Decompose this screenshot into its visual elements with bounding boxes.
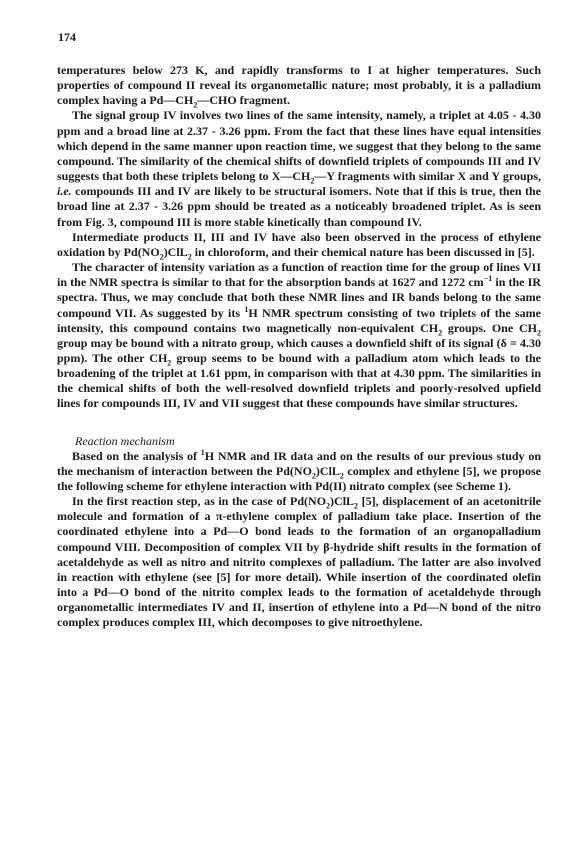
paragraph-text: −1 — [483, 274, 493, 284]
paragraph-text: 2 — [187, 252, 192, 262]
paragraph-text: The character of intensity variation as a function of reaction time for the group of lines VII in the NMR spectra is similar to that for the absorption bands at 1627 and 1272 cm — [57, 260, 541, 290]
paragraph-text: 2 — [193, 100, 198, 110]
paragraph-text: 2 — [310, 176, 315, 186]
paragraph-text: The signal group IV involves two lines of the same intensity, namely, a triplet at 4.05 - 4.30 ppm and a broad line at 2.37 - 3.26 ppm. From the fact that these lines have equal intensities which depend in the same manner upon reaction time, we suggest that they belong to the same compound. The similarity of the chemical shifts of downfield triplets of compounds III and IV suggests that both these triplets belong to X—CH — [57, 108, 541, 184]
paragraph-text: 2 — [167, 358, 172, 368]
paragraph-text: Intermediate products II, III and IV have also been observed in the process of ethylene oxidation by Pd(NO — [57, 229, 541, 259]
paragraph-text: 2 — [159, 252, 164, 262]
paragraphs-before-heading — [57, 63, 541, 412]
page-number: 174 — [58, 30, 76, 44]
paragraph-text: H NMR and IR data and on the results of our previous study on the mechanism of interaction between the Pd(NO — [57, 448, 541, 478]
paragraph-text: —Y fragments with similar X and Y groups, — [314, 169, 541, 184]
paragraph-text: temperatures below 273 K, and rapidly transforms to I at higher temperatures. Such properties of compound II reveal its organometallic nature; most probably, it is a palladium complex having a Pd—CH — [57, 63, 541, 108]
section-heading: Reaction mechanism — [75, 433, 175, 448]
paragraph-text: in chloroform, and their chemical nature has been discussed in [5]. — [191, 244, 535, 259]
paragraph — [57, 260, 541, 412]
paragraph-text: group may be bound with a nitrato group, which causes a downfield shift of its signal (δ = 4.30 ppm). The other CH — [57, 335, 541, 365]
paragraph-text: )ClL — [315, 463, 340, 478]
paragraph-text: H NMR spectrum consisting of two triplets of the same intensity, this compound contains two magnetically non-equivalent CH — [57, 305, 541, 335]
paragraph — [57, 108, 541, 229]
paragraph-text: compounds III and IV are likely to be structural isomers. Note that if this is true, then the broad line at 2.37 - 3.26 ppm should be treated as a noticeably broadened triplet. As is seen from Fig. 3, compound III is more stable kinetically than compound IV. — [57, 184, 541, 229]
paragraph-text: 2 — [354, 501, 359, 511]
paragraphs-after-heading — [57, 449, 541, 631]
paragraph-text: Based on the analysis of — [72, 448, 201, 463]
paragraph-text: [5], displacement of an acetonitrile molecule and formation of a π-ethylene complex of palladium take place. Insertion of the coordinated ethylene into a Pd—O bond leads to the formation of an organopalladium compound VIII. Decomposition of complex VII by β-hydride shift results in the formation of acetaldehyde as well as nitro and nitrito complexes of palladium. The latter are also involved in reaction with ethylene (see [5] for more detail). While insertion of the coordinated olefin into a Pd—O bond of the nitrito complex leads to the formation of acetaldehyde through organometallic intermediates IV and II, insertion of ethylene into a Pd—N bond of the nitro complex produces complex III, which decomposes to give nitroethylene. — [57, 494, 541, 630]
paragraph-text: 2 — [537, 328, 542, 338]
paragraph-text: in the IR spectra. Thus, we may conclude that both these NMR lines and IR bands belong to the same compound VII. As suggested by its — [57, 275, 541, 320]
paragraph-text: complex and ethylene [5], we propose the following scheme for ethylene interaction with Pd(II) nitrato complex (see Scheme 1). — [57, 463, 541, 493]
paragraph — [57, 494, 541, 630]
paragraph-text: In the first reaction step, as in the case of Pd(NO — [72, 494, 327, 509]
paragraph — [57, 63, 541, 108]
paragraph-text: 2 — [311, 471, 316, 481]
paragraph-text: 2 — [339, 471, 344, 481]
paragraph-text: 1 — [244, 304, 249, 314]
body-text — [57, 63, 541, 630]
paragraph — [57, 230, 541, 260]
paragraph — [57, 449, 541, 494]
paragraph-text: —CHO fragment. — [197, 93, 290, 108]
paragraph-text: group seems to be bound with a palladium atom which leads to the broadening of the triplet at 1.61 ppm, in comparison with that at 4.30 ppm. The similarities in the chemical shifts of both the well-resolved downfield triplets and poorly-resolved upfield lines for compounds III, IV and VII suggest that these compounds have similar structures. — [57, 350, 542, 411]
paragraph-text: )ClL — [163, 244, 188, 259]
paragraph-text: 2 — [326, 501, 331, 511]
paragraph-text: i.e. — [57, 184, 72, 199]
paragraph-text: 1 — [200, 447, 205, 457]
paragraph-text: 2 — [438, 328, 443, 338]
paragraph-text: groups. One CH — [442, 320, 538, 335]
paragraph-text: )ClL — [330, 494, 355, 509]
